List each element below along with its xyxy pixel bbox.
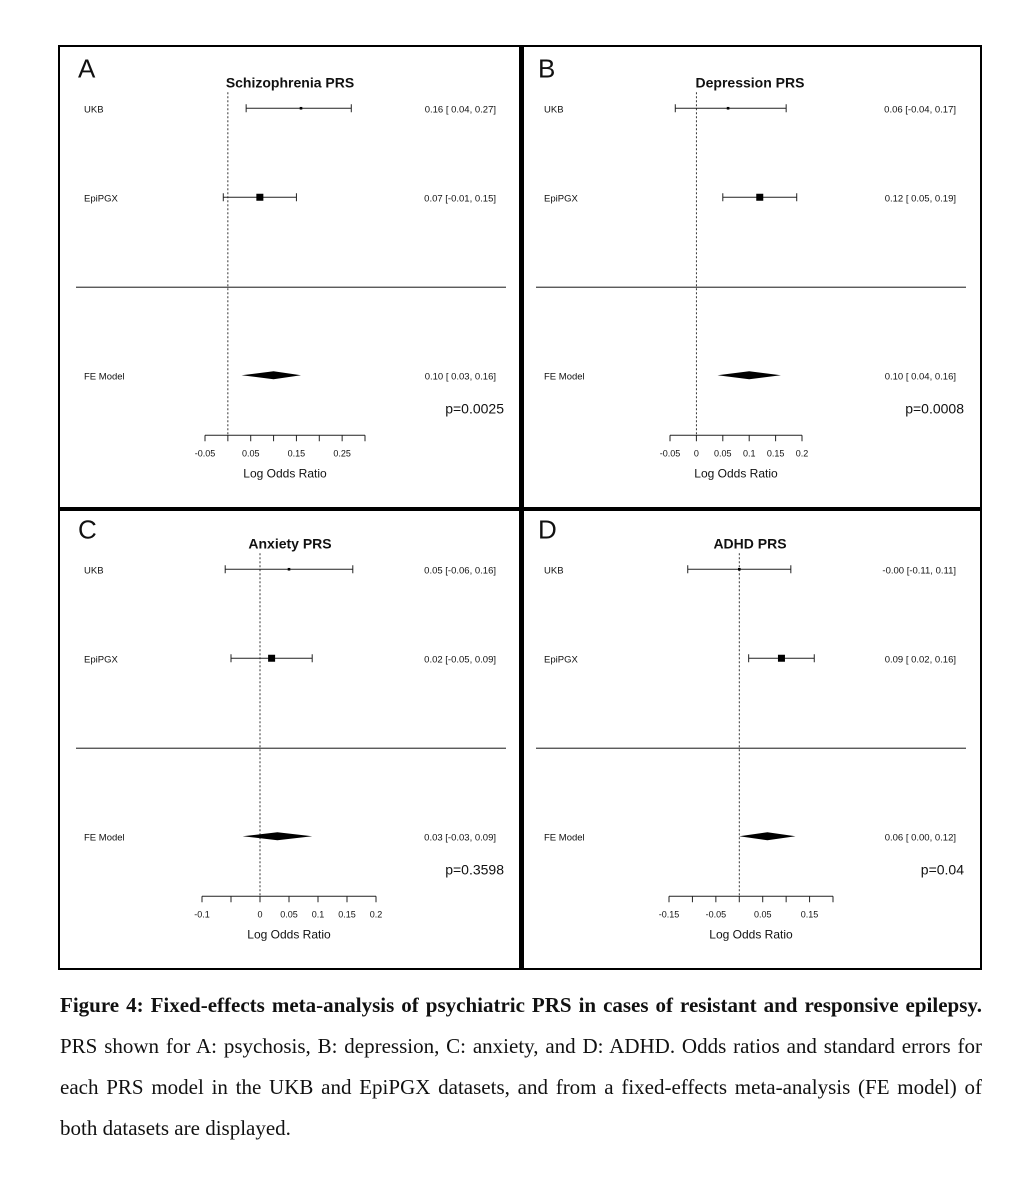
panel-letter: B: [538, 53, 556, 84]
p-value: p=0.04: [920, 860, 964, 877]
panel-letter: D: [538, 513, 557, 544]
panel-title: ADHD PRS: [713, 534, 787, 551]
x-tick-label: 0.05: [714, 448, 732, 459]
forest-plot-b: [520, 47, 980, 508]
study-estimate-text: 0.05 [-0.06, 0.16]: [424, 564, 496, 576]
x-tick-label: -0.05: [659, 448, 681, 459]
x-tick-label: 0: [693, 448, 699, 459]
study-estimate-text: 0.07 [-0.01, 0.15]: [424, 193, 496, 205]
study-estimate-text: 0.16 [ 0.04, 0.27]: [424, 104, 496, 116]
summary-estimate-text: 0.10 [ 0.03, 0.16]: [424, 371, 496, 383]
x-tick-label: 0.05: [753, 908, 772, 919]
summary-diamond: [243, 832, 313, 840]
summary-diamond: [242, 371, 301, 379]
forest-plot-a: [60, 47, 520, 508]
point-estimate: [256, 194, 263, 201]
x-tick-label: 0.2: [369, 908, 383, 919]
x-tick-label: 0.15: [766, 448, 785, 459]
forest-plot-c: [60, 508, 520, 969]
panel-letter: A: [78, 53, 96, 84]
x-tick-label: 0.15: [338, 908, 356, 919]
study-estimate-text: 0.12 [ 0.05, 0.19]: [884, 193, 956, 205]
point-estimate: [738, 567, 741, 570]
summary-estimate-text: 0.03 [-0.03, 0.09]: [424, 831, 496, 843]
x-axis-label: Log Odds Ratio: [694, 466, 778, 481]
summary-label: FE Model: [84, 831, 125, 843]
point-estimate: [778, 654, 785, 661]
x-tick-label: 0.1: [311, 908, 325, 919]
summary-estimate-text: 0.10 [ 0.04, 0.16]: [884, 371, 956, 383]
x-tick-label: -0.05: [194, 448, 216, 459]
x-tick-label: 0.05: [280, 908, 298, 919]
x-tick-label: -0.05: [705, 908, 727, 919]
panel-divider-horizontal: [60, 507, 980, 511]
x-tick-label: -0.15: [658, 908, 680, 919]
p-value: p=0.0025: [445, 400, 504, 417]
summary-diamond: [718, 371, 781, 379]
study-label: EpiPGX: [544, 193, 578, 205]
point-estimate: [268, 654, 275, 661]
x-tick-label: 0.25: [333, 448, 351, 459]
x-tick-label: 0.2: [795, 448, 809, 459]
point-estimate: [727, 107, 730, 110]
panel-letter: C: [78, 513, 97, 544]
study-estimate-text: 0.02 [-0.05, 0.09]: [424, 653, 496, 665]
figure-caption: [60, 985, 982, 1149]
summary-label: FE Model: [544, 831, 585, 843]
p-value: p=0.0008: [905, 400, 964, 417]
panel-title: Depression PRS: [695, 74, 805, 91]
summary-diamond: [739, 832, 795, 840]
study-label: EpiPGX: [544, 653, 578, 665]
study-label: EpiPGX: [84, 653, 118, 665]
study-label: UKB: [84, 564, 104, 576]
forest-plot-figure: [58, 45, 982, 970]
panel-c: [60, 508, 520, 969]
study-label: EpiPGX: [84, 193, 118, 205]
study-label: UKB: [544, 104, 564, 116]
study-label: UKB: [84, 104, 104, 116]
panel-b: [520, 47, 980, 508]
panel-title: Anxiety PRS: [248, 534, 332, 551]
x-tick-label: -0.1: [194, 908, 210, 919]
panel-d: [520, 508, 980, 969]
study-estimate-text: 0.06 [-0.04, 0.17]: [884, 104, 956, 116]
point-estimate: [288, 567, 291, 570]
x-axis-label: Log Odds Ratio: [709, 926, 793, 941]
x-tick-label: 0.15: [287, 448, 306, 459]
p-value: p=0.3598: [445, 860, 504, 877]
panel-title: Schizophrenia PRS: [225, 74, 355, 91]
point-estimate: [756, 194, 763, 201]
forest-plot-d: [520, 508, 980, 969]
x-axis-label: Log Odds Ratio: [247, 926, 331, 941]
study-estimate-text: 0.09 [ 0.02, 0.16]: [884, 653, 956, 665]
x-tick-label: 0: [257, 908, 263, 919]
x-tick-label: 0.15: [800, 908, 819, 919]
caption-body: PRS shown for A: psychosis, B: depression, C: anxiety, and D: ADHD. Odds ratios and standard errors for each PRS model in the UKB and EpiPGX datasets, and from a fixed-effects meta-analysis (FE model) of both datasets are displayed.: [60, 1034, 982, 1140]
panel-a: [60, 47, 520, 508]
summary-estimate-text: 0.06 [ 0.00, 0.12]: [884, 831, 956, 843]
caption-title: Figure 4: Fixed-effects meta-analysis of psychiatric PRS in cases of resistant and responsive epilepsy.: [60, 993, 982, 1017]
summary-label: FE Model: [84, 371, 125, 383]
study-estimate-text: -0.00 [-0.11, 0.11]: [882, 564, 956, 576]
study-label: UKB: [544, 564, 564, 576]
x-axis-label: Log Odds Ratio: [243, 466, 327, 481]
summary-label: FE Model: [544, 371, 585, 383]
x-tick-label: 0.05: [241, 448, 260, 459]
point-estimate: [300, 107, 303, 110]
x-tick-label: 0.1: [742, 448, 756, 459]
